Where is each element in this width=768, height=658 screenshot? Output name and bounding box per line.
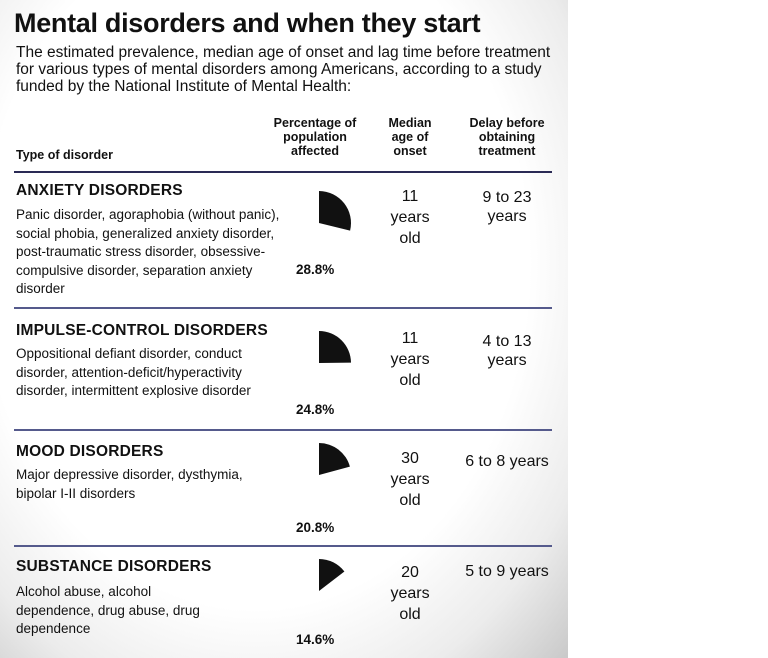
row-substance-delay: 5 to 9 years xyxy=(465,563,549,580)
header-rule xyxy=(14,171,552,173)
row-divider xyxy=(14,307,552,309)
column-header-percent: Percentage of population affected xyxy=(273,116,357,158)
pie-mood xyxy=(318,442,352,476)
pie-wedge xyxy=(319,331,351,363)
chart-subtitle: The estimated prevalence, median age of onset and lag time before treatment for various types of mental disorders among Americans, according to a study funded by the National Institute of Mental Health: xyxy=(16,44,551,95)
pie-substance xyxy=(318,558,352,592)
column-header-onset: Median age of onset xyxy=(388,116,432,158)
row-anxiety-onset: 11 years old xyxy=(390,188,430,247)
pie-wedge xyxy=(319,443,350,475)
row-mood-percent: 20.8% xyxy=(296,520,335,535)
pie-wedge xyxy=(319,191,351,231)
row-anxiety-percent: 28.8% xyxy=(296,262,335,277)
row-anxiety-delay: 9 to 23 years xyxy=(482,189,532,225)
pie-wedge xyxy=(319,559,344,591)
row-impulse-percent: 24.8% xyxy=(296,402,335,417)
row-mood-delay: 6 to 8 years xyxy=(465,453,549,470)
row-anxiety-description: Panic disorder, agoraphobia (without panic), social phobia, generalized anxiety disorder, post-traumatic stress disorder, obsessive-compulsive disorder, separation anxiety disorder xyxy=(16,207,280,296)
column-header-delay: Delay before obtaining treatment xyxy=(469,116,545,158)
row-impulse-delay: 4 to 13 years xyxy=(482,333,532,369)
row-substance-description: Alcohol abuse, alcohol dependence, drug abuse, drug dependence xyxy=(16,584,200,636)
chart-title: Mental disorders and when they start xyxy=(14,8,481,38)
row-impulse-onset: 11 years old xyxy=(390,330,430,389)
row-mood-category: MOOD DISORDERS xyxy=(16,443,164,460)
row-substance-onset: 20 years old xyxy=(390,564,430,623)
column-header-type: Type of disorder xyxy=(16,148,114,162)
row-divider xyxy=(14,429,552,431)
row-impulse-category: IMPULSE-CONTROL DISORDERS xyxy=(16,322,268,339)
row-mood-onset: 30 years old xyxy=(390,450,430,509)
pie-impulse xyxy=(318,330,352,364)
row-impulse-description: Oppositional defiant disorder, conduct disorder, attention-deficit/hyperactivity disorder, intermittent explosive disorder xyxy=(16,346,251,398)
row-divider xyxy=(14,545,552,547)
row-mood-description: Major depressive disorder, dysthymia, bipolar I-II disorders xyxy=(16,467,243,501)
row-substance-percent: 14.6% xyxy=(296,632,335,647)
pie-anxiety xyxy=(318,190,352,224)
row-anxiety-category: ANXIETY DISORDERS xyxy=(16,182,183,199)
row-substance-category: SUBSTANCE DISORDERS xyxy=(16,558,212,575)
